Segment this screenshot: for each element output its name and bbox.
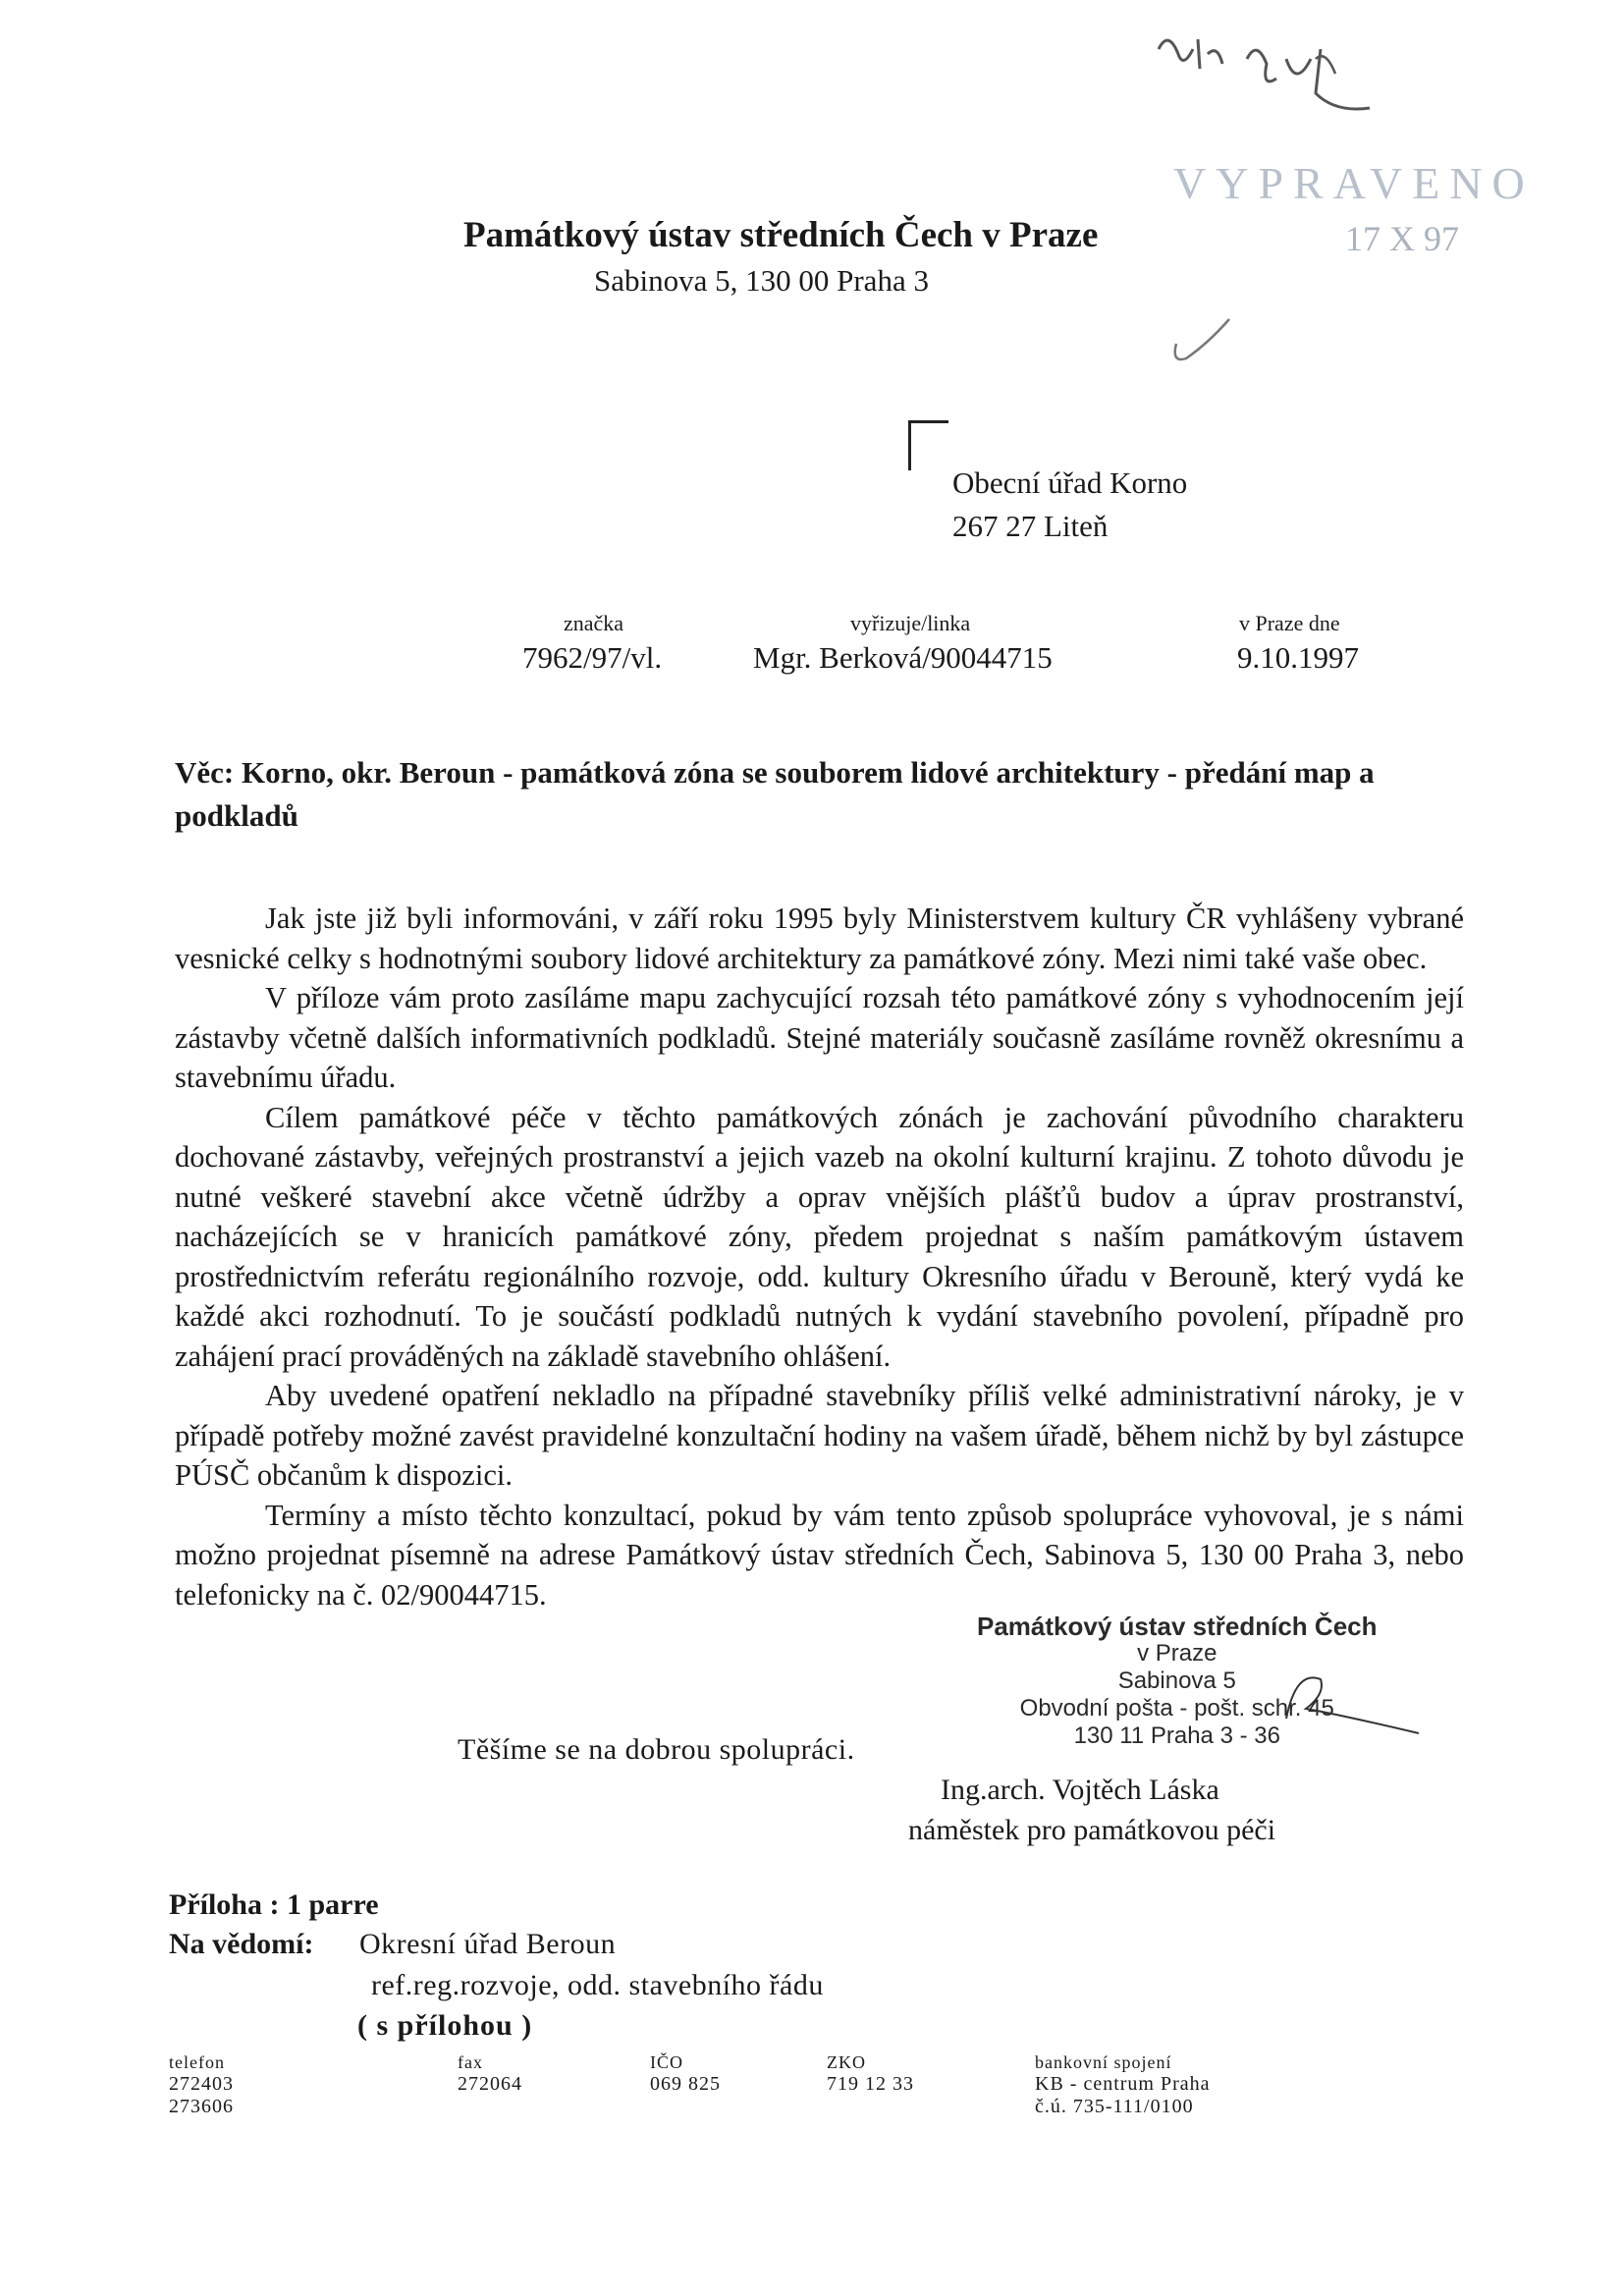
- handwritten-signature: [1227, 1660, 1424, 1738]
- footer-bank: [1035, 2052, 1211, 2118]
- org-stamp-line: Obvodní pošta - pošt. schr. 45: [1019, 1695, 1334, 1722]
- reference-sign-value: 7962/97/vl.: [522, 640, 663, 675]
- letter-body: [175, 899, 1464, 1614]
- subject-line: Věc: Korno, okr. Beroun - památková zóna se souborem lidové architektury - předání map a podkladů: [175, 755, 1375, 833]
- letterhead-org-name: Památkový ústav středních Čech v Praze: [463, 215, 1099, 255]
- recipient-address: 267 27 Liteň: [952, 509, 1109, 543]
- dispatch-stamp-date: 17 X 97: [1345, 219, 1459, 258]
- footer-phone-label: telefon: [169, 2052, 225, 2072]
- footer-phone-value: 272403: [169, 2073, 234, 2095]
- footer-bank-account: č.ú. 735-111/0100: [1035, 2096, 1194, 2117]
- footer-fax-label: fax: [458, 2052, 483, 2072]
- footer-fax: [458, 2052, 522, 2096]
- footer-phone: [169, 2052, 234, 2118]
- footer-ico-value: 069 825: [650, 2073, 721, 2095]
- notice-line: Okresní úřad Beroun: [359, 1928, 617, 1960]
- reference-date-value: 9.10.1997: [1237, 640, 1359, 675]
- body-paragraph: V příloze vám proto zasíláme mapu zachycující rozsah této památkové zóny s vyhodnocením její zástavby včetně dalších informativních podkladů. Stejné materiály současně zasíláme rovněž okresnímu a stavebnímu úřadu.: [175, 981, 1464, 1094]
- org-stamp-line: Památkový ústav středních Čech: [977, 1612, 1378, 1641]
- footer-bank-name: KB - centrum Praha: [1035, 2073, 1211, 2095]
- body-paragraph: Jak jste již byli informováni, v září roku 1995 byly Ministerstvem kultury ČR vyhlášeny vybrané vesnické celky s hodnotnými soubory lidové architektury za památkové zóny. Mezi nimi také vaše obec.: [175, 902, 1464, 975]
- reference-handler-value: Mgr. Berková/90044715: [753, 640, 1053, 675]
- signatory-name: Ing.arch. Vojtěch Láska: [941, 1774, 1219, 1806]
- handwritten-checkmark: [1168, 314, 1237, 373]
- footer-ico-label: IČO: [650, 2052, 683, 2072]
- org-stamp-line: Sabinova 5: [1117, 1667, 1236, 1694]
- notice-line: ref.reg.rozvoje, odd. stavebního řádu: [371, 1969, 824, 2001]
- reference-date-label: v Praze dne: [1239, 611, 1340, 635]
- reference-sign-label: značka: [564, 611, 624, 635]
- notice-label: Na vědomí:: [169, 1928, 314, 1960]
- closing-line: Těšíme se na dobrou spolupráci.: [458, 1733, 855, 1766]
- dispatch-stamp-label: VYPRAVENO: [1173, 158, 1535, 208]
- footer-bank-label: bankovní spojení: [1035, 2052, 1172, 2072]
- enclosure-label: Příloha : 1 parre: [169, 1888, 379, 1921]
- notice-line: ( s přílohou ): [357, 2009, 533, 2042]
- recipient-block: [952, 462, 1187, 548]
- handwritten-annotation: [1139, 20, 1404, 128]
- signatory-role: náměstek pro památkovou péči: [908, 1814, 1276, 1846]
- letterhead-address: Sabinova 5, 130 00 Praha 3: [594, 263, 929, 298]
- recipient-name: Obecní úřad Korno: [952, 465, 1188, 500]
- footer-zko-label: ZKO: [827, 2052, 866, 2072]
- footer-ico: [650, 2052, 721, 2096]
- footer-zko-value: 719 12 33: [827, 2073, 914, 2095]
- org-stamp-line: v Praze: [1137, 1640, 1217, 1667]
- address-window-corner: [908, 420, 948, 470]
- body-paragraph: Aby uvedené opatření nekladlo na případné stavebníky příliš velké administrativní nároky, je v případě potřeby možné zavést pravidelné konzultační hodiny na vašem úřadě, během nichž by byl zástupce PÚSČ občanům k dispozici.: [175, 1379, 1464, 1492]
- reference-handler-label: vyřizuje/linka: [850, 611, 971, 635]
- footer-fax-value: 272064: [458, 2073, 522, 2095]
- footer-zko: [827, 2052, 914, 2096]
- body-paragraph: Termíny a místo těchto konzultací, pokud by vám tento způsob spolupráce vyhovoval, je s námi možno projednat písemně na adrese Památkový ústav středních Čech, Sabinova 5, 130 00 Praha 3, nebo telefonicky na č. 02/90044715.: [175, 1498, 1464, 1612]
- body-paragraph: Cílem památkové péče v těchto památkových zónách je zachování původního charakteru dochované zástavby, veřejných prostranství a jejich vazeb na okolní kulturní krajinu. Z tohoto důvodu je nutné veškeré stavební akce včetně údržby a oprav vnějších plášťů budov a úprav prostranství, nacházejících se v hranicích památkové zóny, předem projednat s naším památkovým ústavem prostřednictvím referátu regionálního rozvoje, odd. kultury Okresního úřadu v Berouně, který vydá ke každé akci rozhodnutí. To je součástí podkladů nutných k vydání stavebního povolení, případně pro zahájení prací prováděných na základě stavebního ohlášení.: [175, 1100, 1464, 1373]
- org-stamp-line: 130 11 Praha 3 - 36: [1073, 1722, 1280, 1749]
- footer-phone-value: 273606: [169, 2096, 234, 2117]
